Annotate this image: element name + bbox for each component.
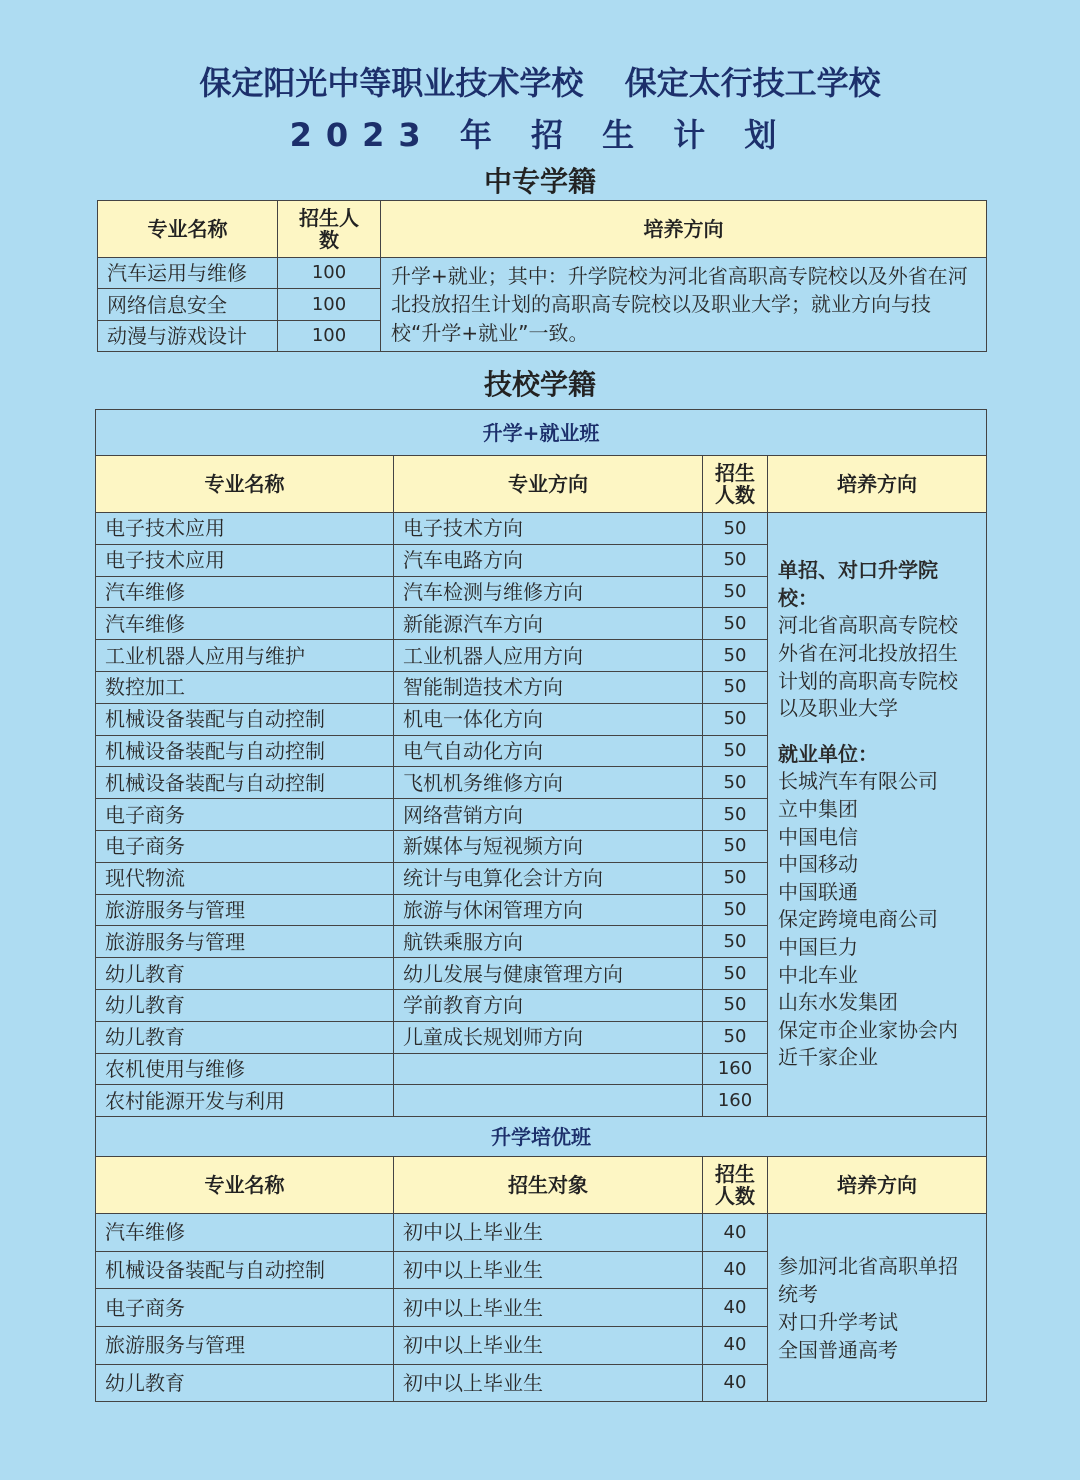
table-row [96, 513, 987, 545]
table-cell-name: 旅游服务与管理 [96, 1326, 394, 1364]
col-header-training: 培养方向 [768, 1157, 987, 1214]
table-cell-direction: 儿童成长规划师方向 [394, 1021, 703, 1053]
table-cell-direction [394, 1085, 703, 1117]
training-line: 中北车业 [778, 962, 858, 987]
training-line: 中国联通 [778, 879, 858, 904]
table-cell-direction: 电子技术方向 [394, 513, 703, 545]
class2-rows [96, 1214, 987, 1402]
table-cell-count: 50 [703, 989, 768, 1021]
table-cell-count: 160 [703, 1053, 768, 1085]
training-line: 对口升学考试 [778, 1309, 898, 1334]
table-cell-direction: 统计与电算化会计方向 [394, 862, 703, 894]
table-cell-direction: 新能源汽车方向 [394, 608, 703, 640]
training-line: 外省在河北投放招生 [778, 641, 958, 665]
table-cell-count: 100 [278, 258, 381, 289]
zhongzhuan-table [97, 200, 987, 352]
table-cell-count: 50 [703, 862, 768, 894]
table-cell-count: 50 [703, 926, 768, 958]
table-cell-count: 40 [703, 1364, 768, 1402]
training-line: 以及职业大学 [778, 696, 898, 721]
table-cell-name: 旅游服务与管理 [96, 926, 394, 958]
table-cell-target: 初中以上毕业生 [394, 1289, 703, 1327]
table-cell-name: 电子商务 [96, 799, 394, 831]
training-line: 长城汽车有限公司 [778, 769, 938, 794]
col-header-target: 招生对象 [394, 1157, 703, 1214]
table-cell-direction: 工业机器人应用方向 [394, 640, 703, 672]
training-heading-employers: 就业单位： [778, 741, 878, 766]
table-cell-count: 40 [703, 1214, 768, 1252]
table-cell-direction: 汽车电路方向 [394, 544, 703, 576]
training-line: 统考 [778, 1281, 818, 1306]
col-header-direction: 培养方向 [381, 201, 987, 258]
col-header-name: 专业名称 [98, 201, 278, 258]
table-cell-direction: 智能制造技术方向 [394, 671, 703, 703]
table-cell-count: 50 [703, 958, 768, 990]
zhongzhuan-direction-text: 升学+就业；其中：升学院校为河北省高职高专院校以及外省在河北投放招生计划的高职高专院校以及职业大学；就业方向与技校“升学+就业”一致。 [381, 258, 987, 352]
table-cell-name: 旅游服务与管理 [96, 894, 394, 926]
table-cell-name: 机械设备装配与自动控制 [96, 1251, 394, 1289]
table-cell-direction [394, 1053, 703, 1085]
table-cell-count: 50 [703, 799, 768, 831]
class2-title: 升学培优班 [96, 1117, 987, 1157]
table-cell-count: 50 [703, 894, 768, 926]
table-cell-name: 幼儿教育 [96, 958, 394, 990]
table-cell-name: 电子技术应用 [96, 544, 394, 576]
table-cell-name: 农村能源开发与利用 [96, 1085, 394, 1117]
table-cell-direction: 网络营销方向 [394, 799, 703, 831]
spacer [778, 723, 976, 741]
table-cell-direction: 机电一体化方向 [394, 703, 703, 735]
table-cell-count: 50 [703, 1021, 768, 1053]
table-cell-target: 初中以上毕业生 [394, 1326, 703, 1364]
table-cell-name: 电子商务 [96, 1289, 394, 1327]
school-names-title: 保定阳光中等职业技术学校 保定太行技工学校 [199, 64, 881, 102]
table-row [96, 1214, 987, 1252]
class2-training-cell [768, 1214, 987, 1402]
table-cell-direction: 幼儿发展与健康管理方向 [394, 958, 703, 990]
table-cell-direction: 飞机机务维修方向 [394, 767, 703, 799]
table-cell-name: 数控加工 [96, 671, 394, 703]
table-cell-count: 50 [703, 830, 768, 862]
class1-title: 升学+就业班 [96, 410, 987, 456]
plan-title: 2023 年 招 生 计 划 [289, 116, 791, 154]
table-cell-count: 160 [703, 1085, 768, 1117]
table-cell-direction: 学前教育方向 [394, 989, 703, 1021]
table-cell-direction: 电气自动化方向 [394, 735, 703, 767]
col-header-name: 专业名称 [96, 1157, 394, 1214]
table-cell-name: 汽车维修 [96, 576, 394, 608]
table-cell-count: 50 [703, 671, 768, 703]
table-cell-count: 40 [703, 1251, 768, 1289]
table-cell-count: 50 [703, 735, 768, 767]
table-cell-count: 50 [703, 544, 768, 576]
table-cell-name: 机械设备装配与自动控制 [96, 767, 394, 799]
table-cell-name: 网络信息安全 [98, 289, 278, 320]
table-cell-direction: 汽车检测与维修方向 [394, 576, 703, 608]
table-cell-name: 幼儿教育 [96, 1021, 394, 1053]
col-header-direction: 专业方向 [394, 456, 703, 513]
training-line: 立中集团 [778, 796, 858, 821]
table-cell-count: 100 [278, 289, 381, 320]
table-cell-name: 动漫与游戏设计 [98, 320, 278, 351]
table-cell-name: 工业机器人应用与维护 [96, 640, 394, 672]
table-cell-count: 50 [703, 513, 768, 545]
table-cell-target: 初中以上毕业生 [394, 1214, 703, 1252]
table-cell-direction: 航铁乘服方向 [394, 926, 703, 958]
col-header-count: 招生人数 [703, 1157, 768, 1214]
training-line: 近千家企业 [778, 1045, 878, 1070]
table-cell-target: 初中以上毕业生 [394, 1364, 703, 1402]
class1-training-cell [768, 513, 987, 1117]
training-line: 山东水发集团 [778, 990, 898, 1015]
training-line: 保定市企业家协会内 [778, 1017, 958, 1042]
table-cell-name: 现代物流 [96, 862, 394, 894]
table-cell-count: 50 [703, 703, 768, 735]
jixiao-table [95, 409, 987, 1402]
class1-rows [96, 513, 987, 1117]
training-line: 计划的高职高专院校 [778, 668, 958, 693]
table-cell-count: 50 [703, 767, 768, 799]
training-line: 河北省高职高专院校 [778, 613, 958, 638]
table-cell-count: 50 [703, 608, 768, 640]
training-heading-schools: 单招、对口升学院校： [778, 558, 938, 610]
training-line: 全国普通高考 [778, 1337, 898, 1362]
table-cell-count: 100 [278, 320, 381, 351]
table-cell-name: 汽车维修 [96, 1214, 394, 1252]
table-cell-direction: 旅游与休闲管理方向 [394, 894, 703, 926]
table-cell-name: 机械设备装配与自动控制 [96, 703, 394, 735]
table-cell-count: 50 [703, 576, 768, 608]
table-cell-count: 40 [703, 1326, 768, 1364]
table-cell-target: 初中以上毕业生 [394, 1251, 703, 1289]
table-cell-name: 汽车维修 [96, 608, 394, 640]
col-header-training: 培养方向 [768, 456, 987, 513]
training-line: 中国电信 [778, 824, 858, 849]
col-header-count: 招生人数 [703, 456, 768, 513]
table-cell-count: 40 [703, 1289, 768, 1327]
training-line: 中国移动 [778, 852, 858, 877]
col-header-count: 招生人数 [278, 201, 381, 258]
jixiao-heading: 技校学籍 [483, 368, 596, 401]
training-line: 中国巨力 [778, 934, 858, 959]
table-cell-name: 幼儿教育 [96, 989, 394, 1021]
table-cell-name: 电子商务 [96, 830, 394, 862]
table-cell-name: 电子技术应用 [96, 513, 394, 545]
training-line: 保定跨境电商公司 [778, 907, 938, 932]
table-cell-name: 机械设备装配与自动控制 [96, 735, 394, 767]
table-cell-name: 汽车运用与维修 [98, 258, 278, 289]
table-cell-direction: 新媒体与短视频方向 [394, 830, 703, 862]
zhongzhuan-heading: 中专学籍 [483, 165, 596, 198]
table-cell-count: 50 [703, 640, 768, 672]
table-cell-name: 农机使用与维修 [96, 1053, 394, 1085]
table-cell-name: 幼儿教育 [96, 1364, 394, 1402]
col-header-name: 专业名称 [96, 456, 394, 513]
training-line: 参加河北省高职单招 [778, 1253, 958, 1278]
